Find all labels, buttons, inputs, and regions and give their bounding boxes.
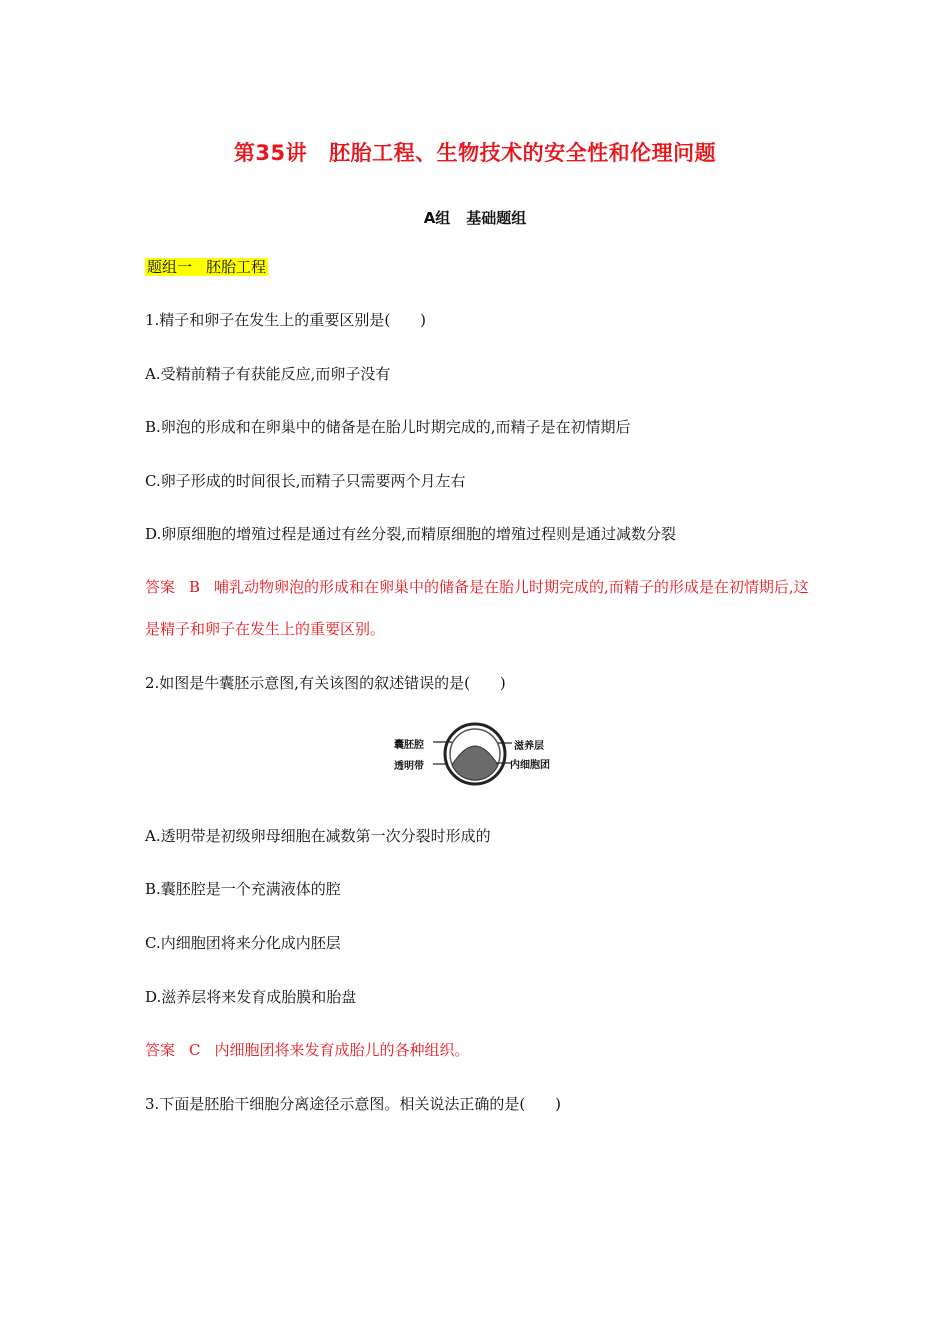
- q3-stem: 3.下面是胚胎干细胞分离途径示意图。相关说法正确的是( ): [145, 1095, 562, 1113]
- q1-answer-text: 哺乳动物卵泡的形成和在卵巢中的储备是在胎儿时期完成的,而精子的形成是在初情期后,这是精子和卵子在发生上的重要区别。: [145, 578, 809, 638]
- label-icm: 内细胞团: [510, 760, 550, 771]
- q1-option-c: C.卵子形成的时间很长,而精子只需要两个月左右: [145, 472, 466, 490]
- page-title: [0, 137, 950, 167]
- blastocyst-diagram: [388, 720, 568, 790]
- lesson-number: 第35讲: [233, 141, 308, 165]
- section-name: 胚胎工程: [206, 258, 267, 276]
- label-trophoblast: 滋养层: [514, 741, 544, 752]
- q1-option-a: A.受精前精子有获能反应,而卵子没有: [145, 365, 391, 383]
- group-name: 基础题组: [466, 209, 527, 227]
- q2-option-a: A.透明带是初级卵母细胞在减数第一次分裂时形成的: [145, 827, 491, 845]
- q1-answer-choice: B: [189, 578, 201, 596]
- label-zona: 透明带: [394, 761, 424, 772]
- q1-answer-label: 答案: [145, 578, 176, 596]
- label-blastocoel: 囊胚腔: [394, 740, 424, 751]
- q2-answer-choice: C: [189, 1041, 201, 1059]
- q2-option-c: C.内细胞团将来分化成内胚层: [145, 934, 341, 952]
- q1-answer: [145, 566, 815, 650]
- q2-option-d: D.滋养层将来发育成胎膜和胎盘: [145, 988, 357, 1006]
- q2-answer: [145, 1029, 815, 1071]
- blastocyst-drawing: [388, 720, 568, 790]
- q2-answer-label: 答案: [145, 1041, 176, 1059]
- q1-option-d: D.卵原细胞的增殖过程是通过有丝分裂,而精原细胞的增殖过程则是通过减数分裂: [145, 525, 677, 543]
- lesson-title: 胚胎工程、生物技术的安全性和伦理问题: [329, 141, 717, 165]
- section-label: 题组一: [147, 258, 193, 276]
- q2-stem: 2.如图是牛囊胚示意图,有关该图的叙述错误的是( ): [145, 674, 506, 692]
- q1-option-b: B.卵泡的形成和在卵巢中的储备是在胎儿时期完成的,而精子是在初情期后: [145, 418, 631, 436]
- section-heading: [145, 257, 268, 277]
- group-heading: [0, 207, 950, 228]
- q2-option-b: B.囊胚腔是一个充满液体的腔: [145, 880, 341, 898]
- q2-answer-text: 内细胞团将来发育成胎儿的各种组织。: [214, 1041, 470, 1059]
- group-label: A组: [423, 209, 451, 227]
- q1-stem: 1.精子和卵子在发生上的重要区别是( ): [145, 311, 427, 329]
- section-highlight: [145, 258, 268, 276]
